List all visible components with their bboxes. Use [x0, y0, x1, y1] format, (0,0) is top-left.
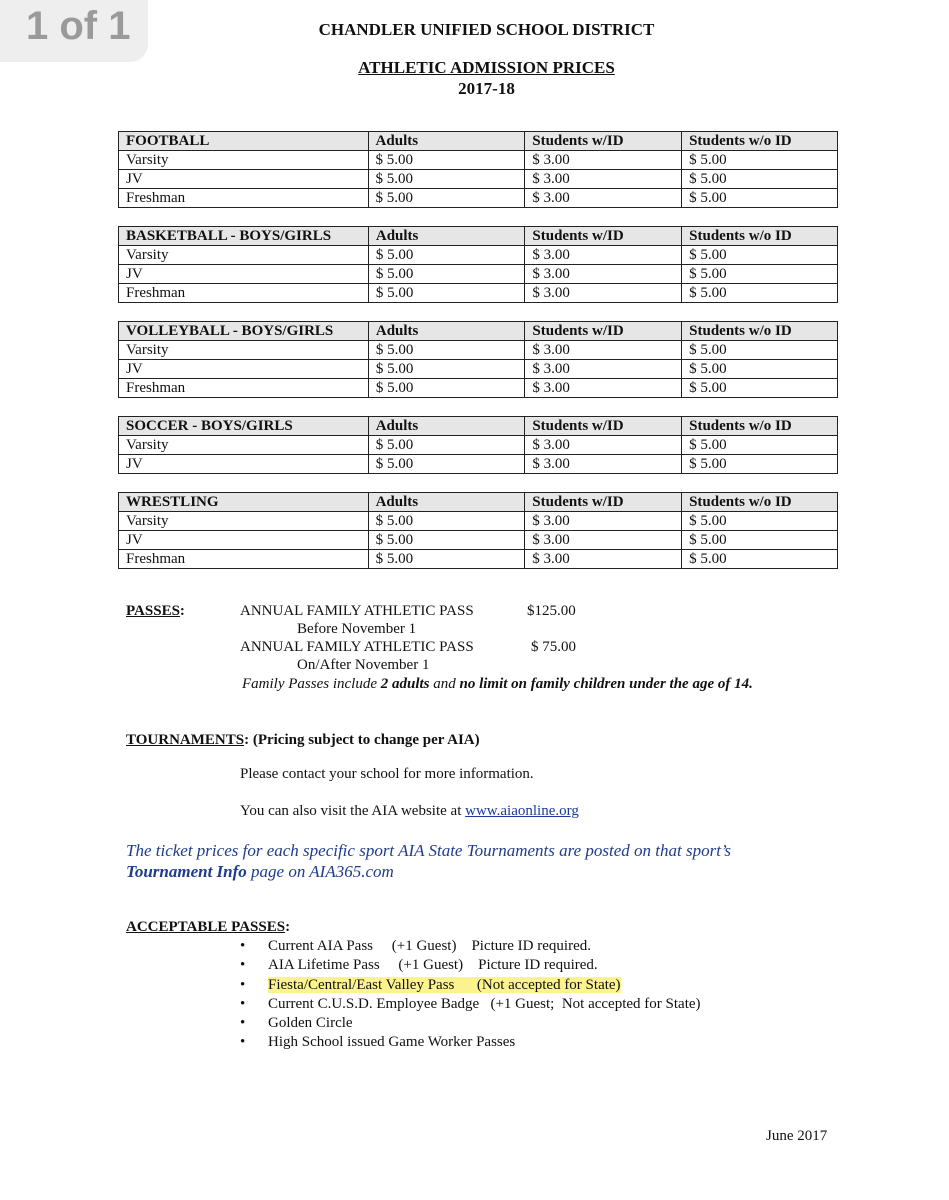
with-id-price: $ 3.00 — [525, 189, 682, 208]
adults-price: $ 5.00 — [368, 531, 525, 550]
table-row — [119, 341, 838, 360]
table-row — [119, 531, 838, 550]
without-id-price: $ 5.00 — [682, 151, 838, 170]
pass2-name: ANNUAL FAMILY ATHLETIC PASS — [240, 639, 474, 655]
level-cell: Freshman — [119, 550, 369, 569]
price-table-soccer — [118, 416, 838, 474]
sport-name: SOCCER - BOYS/GIRLS — [119, 417, 369, 436]
footer-date: June 2017 — [766, 1128, 828, 1144]
sport-name: VOLLEYBALL - BOYS/GIRLS — [119, 322, 369, 341]
column-header-adults: Adults — [368, 227, 525, 246]
adults-price: $ 5.00 — [368, 246, 525, 265]
level-cell: Freshman — [119, 189, 369, 208]
table-header-row — [119, 417, 838, 436]
bullet-icon: • — [240, 995, 246, 1012]
level-cell: JV — [119, 265, 369, 284]
column-header-with-id: Students w/ID — [525, 417, 682, 436]
without-id-price: $ 5.00 — [682, 170, 838, 189]
table-row — [119, 436, 838, 455]
level-cell: Varsity — [119, 512, 369, 531]
with-id-price: $ 3.00 — [525, 360, 682, 379]
passes-colon: : — [179, 603, 185, 619]
adults-price: $ 5.00 — [368, 550, 525, 569]
adults-price: $ 5.00 — [368, 170, 525, 189]
adults-price: $ 5.00 — [368, 265, 525, 284]
pass1-name: ANNUAL FAMILY ATHLETIC PASS — [240, 603, 474, 619]
table-row — [119, 550, 838, 569]
school-year: 2017-18 — [458, 79, 515, 98]
level-cell: JV — [119, 360, 369, 379]
with-id-price: $ 3.00 — [525, 284, 682, 303]
column-header-without-id: Students w/o ID — [682, 322, 838, 341]
level-cell: JV — [119, 170, 369, 189]
column-header-adults: Adults — [368, 322, 525, 341]
table-row — [119, 360, 838, 379]
without-id-price: $ 5.00 — [682, 284, 838, 303]
sport-name: WRESTLING — [119, 493, 369, 512]
without-id-price: $ 5.00 — [682, 531, 838, 550]
table-header-row — [119, 132, 838, 151]
visit-text: You can also visit the AIA website at — [240, 803, 466, 819]
with-id-price: $ 3.00 — [525, 455, 682, 474]
page-title: ATHLETIC ADMISSION PRICES — [358, 58, 615, 77]
with-id-price: $ 3.00 — [525, 379, 682, 398]
with-id-price: $ 3.00 — [525, 151, 682, 170]
passes-heading — [126, 603, 185, 620]
list-item — [220, 937, 701, 956]
column-header-with-id: Students w/ID — [525, 322, 682, 341]
price-table-wrestling — [118, 492, 838, 569]
adults-price: $ 5.00 — [368, 151, 525, 170]
column-header-without-id: Students w/o ID — [682, 417, 838, 436]
state-tournament-note-line2 — [126, 862, 394, 882]
bullet-icon: • — [240, 1015, 246, 1032]
without-id-price: $ 5.00 — [682, 341, 838, 360]
without-id-price: $ 5.00 — [682, 265, 838, 284]
pass-item-text-highlighted: Fiesta/Central/East Valley Pass (Not accepted for State) — [268, 976, 621, 993]
bullet-icon: • — [240, 976, 246, 993]
adults-price: $ 5.00 — [368, 436, 525, 455]
level-cell: Freshman — [119, 284, 369, 303]
state-tournament-note-line1: The ticket prices for each specific sport AIA State Tournaments are posted on that sport’s — [126, 841, 732, 860]
table-row — [119, 455, 838, 474]
adults-price: $ 5.00 — [368, 284, 525, 303]
tournaments-contact: Please contact your school for more information. — [240, 766, 534, 782]
list-item — [220, 995, 701, 1014]
list-item — [220, 1033, 701, 1052]
price-table-volleyball — [118, 321, 838, 398]
acceptable-passes-heading — [126, 919, 290, 936]
level-cell: Varsity — [119, 151, 369, 170]
table-header-row — [119, 322, 838, 341]
with-id-price: $ 3.00 — [525, 246, 682, 265]
tournament-info-text: Tournament Info — [126, 862, 247, 881]
sport-name: FOOTBALL — [119, 132, 369, 151]
without-id-price: $ 5.00 — [682, 436, 838, 455]
with-id-price: $ 3.00 — [525, 550, 682, 569]
column-header-without-id: Students w/o ID — [682, 493, 838, 512]
without-id-price: $ 5.00 — [682, 455, 838, 474]
aia-website-link[interactable]: www.aiaonline.org — [465, 803, 579, 819]
column-header-without-id: Students w/o ID — [682, 132, 838, 151]
adults-price: $ 5.00 — [368, 379, 525, 398]
sport-name: BASKETBALL - BOYS/GIRLS — [119, 227, 369, 246]
with-id-price: $ 3.00 — [525, 265, 682, 284]
adults-price: $ 5.00 — [368, 341, 525, 360]
with-id-price: $ 3.00 — [525, 170, 682, 189]
with-id-price: $ 3.00 — [525, 531, 682, 550]
column-header-adults: Adults — [368, 417, 525, 436]
table-row — [119, 284, 838, 303]
table-row — [119, 512, 838, 531]
acceptable-label: ACCEPTABLE PASSES — [126, 919, 286, 935]
list-item — [220, 956, 701, 975]
pass2-note: On/After November 1 — [297, 657, 430, 673]
pass-item-text: Current C.U.S.D. Employee Badge (+1 Guest; Not accepted for State) — [268, 995, 701, 1012]
table-header-row — [119, 493, 838, 512]
table-row — [119, 379, 838, 398]
price-table-basketball — [118, 226, 838, 303]
table-row — [119, 246, 838, 265]
level-cell: JV — [119, 455, 369, 474]
adults-price: $ 5.00 — [368, 512, 525, 531]
acceptable-colon: : — [285, 919, 291, 935]
pass1-note: Before November 1 — [297, 621, 417, 637]
acceptable-passes-list — [220, 937, 701, 1053]
pass-item-text: High School issued Game Worker Passes — [268, 1034, 516, 1051]
without-id-price: $ 5.00 — [682, 360, 838, 379]
level-cell: JV — [119, 531, 369, 550]
price-table-football — [118, 131, 838, 208]
pass-item-text: Current AIA Pass (+1 Guest) Picture ID required. — [268, 938, 591, 954]
level-cell: Varsity — [119, 246, 369, 265]
table-row — [119, 189, 838, 208]
with-id-price: $ 3.00 — [525, 436, 682, 455]
column-header-adults: Adults — [368, 493, 525, 512]
pass-item-text: Golden Circle — [268, 1015, 353, 1032]
family-note-part: Family Passes include — [242, 676, 381, 692]
tournaments-visit — [240, 803, 579, 820]
list-item — [220, 976, 701, 995]
pass1-price: $125.00 — [527, 603, 576, 619]
pass2-price: $ 75.00 — [531, 639, 576, 655]
column-header-with-id: Students w/ID — [525, 493, 682, 512]
page-indicator: 1 of 1 — [0, 0, 148, 62]
family-pass-note — [242, 676, 753, 693]
tournaments-heading — [126, 732, 480, 749]
table-header-row — [119, 227, 838, 246]
without-id-price: $ 5.00 — [682, 512, 838, 531]
bullet-icon: • — [240, 1034, 246, 1051]
column-header-with-id: Students w/ID — [525, 132, 682, 151]
adults-price: $ 5.00 — [368, 455, 525, 474]
tournaments-suffix: : (Pricing subject to change per AIA) — [244, 732, 480, 748]
table-row — [119, 151, 838, 170]
column-header-without-id: Students w/o ID — [682, 227, 838, 246]
family-note-children: no limit on family children under the age of 14. — [459, 676, 753, 692]
adults-price: $ 5.00 — [368, 189, 525, 208]
with-id-price: $ 3.00 — [525, 512, 682, 531]
column-header-with-id: Students w/ID — [525, 227, 682, 246]
without-id-price: $ 5.00 — [682, 246, 838, 265]
note-suffix: page on AIA365.com — [246, 862, 394, 881]
district-name: CHANDLER UNIFIED SCHOOL DISTRICT — [318, 20, 655, 39]
level-cell: Freshman — [119, 379, 369, 398]
level-cell: Varsity — [119, 436, 369, 455]
without-id-price: $ 5.00 — [682, 189, 838, 208]
adults-price: $ 5.00 — [368, 360, 525, 379]
table-row — [119, 170, 838, 189]
family-note-part: and — [429, 676, 460, 692]
without-id-price: $ 5.00 — [682, 550, 838, 569]
table-row — [119, 265, 838, 284]
column-header-adults: Adults — [368, 132, 525, 151]
family-note-adults: 2 adults — [380, 676, 430, 692]
tournaments-label: TOURNAMENTS — [126, 732, 245, 748]
level-cell: Varsity — [119, 341, 369, 360]
bullet-icon: • — [240, 957, 246, 974]
pass-item-text: AIA Lifetime Pass (+1 Guest) Picture ID required. — [268, 957, 598, 974]
list-item — [220, 1014, 701, 1033]
with-id-price: $ 3.00 — [525, 341, 682, 360]
bullet-icon: • — [240, 938, 246, 954]
without-id-price: $ 5.00 — [682, 379, 838, 398]
passes-label: PASSES — [126, 603, 180, 619]
